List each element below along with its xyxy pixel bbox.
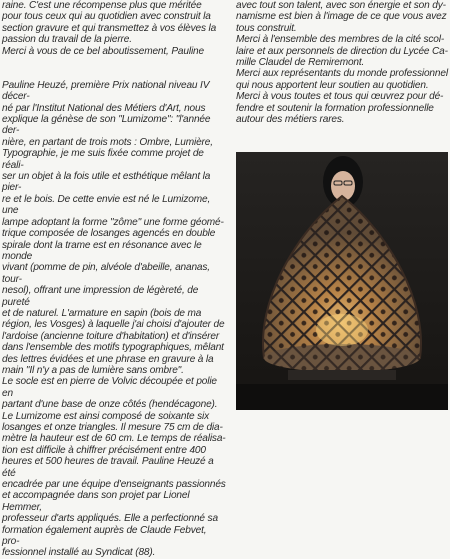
body-paragraph [2, 80, 226, 559]
text-line: professeur d'arts appliqués. Elle a perfectionné sa [2, 513, 218, 525]
text-line: explique la génèse de son "Lumizome": "l'année der- [2, 114, 211, 137]
text-line: formation également auprès de Claude Febvet, pro- [2, 524, 207, 548]
text-line: Le Lumizome est ainsi composé de soixante six [2, 410, 210, 422]
text-line: trique composée de losanges agencés en double [2, 228, 216, 240]
text-line: pour tous ceux qui au quotidien avec construit la [2, 11, 211, 23]
text-line: Merci à vous de ce bel aboutissement, Pauline [2, 45, 204, 57]
text-line: mètre la hauteur est de 60 cm. Le temps de réalisa- [2, 433, 226, 445]
text-line: vivant (pomme de pin, alvéole d'abeille, ananas, tour- [2, 262, 210, 285]
text-line: et de naturel. L'armature en sapin (bois de ma [2, 307, 202, 319]
text-line: Merci à vous toutes et tous qui œuvrez pour dé- [236, 91, 444, 103]
text-line: Pauline Heuzé, première Prix national niveau IV décer- [2, 79, 210, 103]
text-line: Typographie, je me suis fixée comme projet de réali- [2, 148, 204, 171]
intro-paragraph [2, 0, 226, 57]
text-line: spirale dont la trame est en résonance avec le monde [2, 239, 202, 262]
text-line: fessionnel installé au Syndicat (88). [2, 547, 156, 559]
text-line: laire et aux personnels de direction du Lycée Ca- [236, 45, 448, 57]
text-line: raine. C'est une récompense plus que méritée [2, 0, 202, 11]
text-line: autour des métiers rares. [236, 114, 345, 126]
lamp-illustration [236, 152, 448, 410]
text-line: nesol), offrant une impression de légèreté, de pureté [2, 285, 199, 308]
closing-paragraph [236, 0, 448, 125]
text-line: ser un objet à la fois utile et esthétique mêlant la pier- [2, 171, 211, 194]
text-line: qui nous apportent leur soutien au quotidien. [236, 79, 429, 91]
text-line: partant d'une base de onze côtés (hendécagone). [2, 399, 218, 411]
text-line: encadrée par une équipe d'enseignants passionnés [2, 479, 226, 491]
text-line: né par l'Institut National des Métiers d'Art, nous [2, 102, 206, 114]
text-line: fendre et soutenir la formation professionnelle [236, 102, 434, 114]
text-line: Le socle est en pierre de Volvic découpée et polie en [2, 376, 217, 399]
text-line: passion du travail de la pierre. [2, 34, 132, 46]
text-line: tous construit. [236, 22, 297, 34]
text-line: avec tout son talent, avec son énergie et son dy- [236, 0, 446, 11]
text-line: dans l'ensemble des motifs typographiques, mêlant [2, 342, 224, 354]
text-line: nière, en partant de trois mots : Ombre, Lumière, [2, 136, 213, 148]
text-line: Merci aux représentants du monde professionnel [236, 68, 448, 80]
text-line: namisme est bien à l'image de ce que vous avez [236, 11, 447, 23]
text-line: l'ardoise (ancienne toiture d'habitation) et d'insérer [2, 330, 220, 342]
text-line: re et le bois. De cette envie est né le Lumizome, une [2, 193, 211, 217]
text-line: Merci à l'ensemble des membres de la cité scol- [236, 34, 445, 46]
text-line: main "Il n'y a pas de lumière sans ombre". [2, 364, 184, 376]
text-line: lampe adoptant la forme "zôme" une forme géomé- [2, 216, 224, 228]
text-line: mille Claudel de Remiremont. [236, 57, 365, 69]
text-line: des lettres évidées et une phrase en gravure à la [2, 353, 214, 365]
text-line: section gravure et qui transmettez à vos élèves la [2, 22, 217, 34]
left-column [2, 0, 226, 559]
text-line: région, les Vosges) à laquelle j'ai choisi d'ajouter de [2, 319, 225, 331]
lampshade-photo [236, 152, 448, 410]
text-line: tion est difficile à chiffrer précisément entre 400 [2, 444, 206, 456]
text-line: heures et 500 heures de travail. Pauline Heuzé a été [2, 456, 214, 479]
text-line: losanges et onze triangles. Il mesure 75 cm de dia- [2, 422, 223, 433]
text-line: et accompagnée dans son projet par Lionel Hemmer, [2, 490, 190, 513]
